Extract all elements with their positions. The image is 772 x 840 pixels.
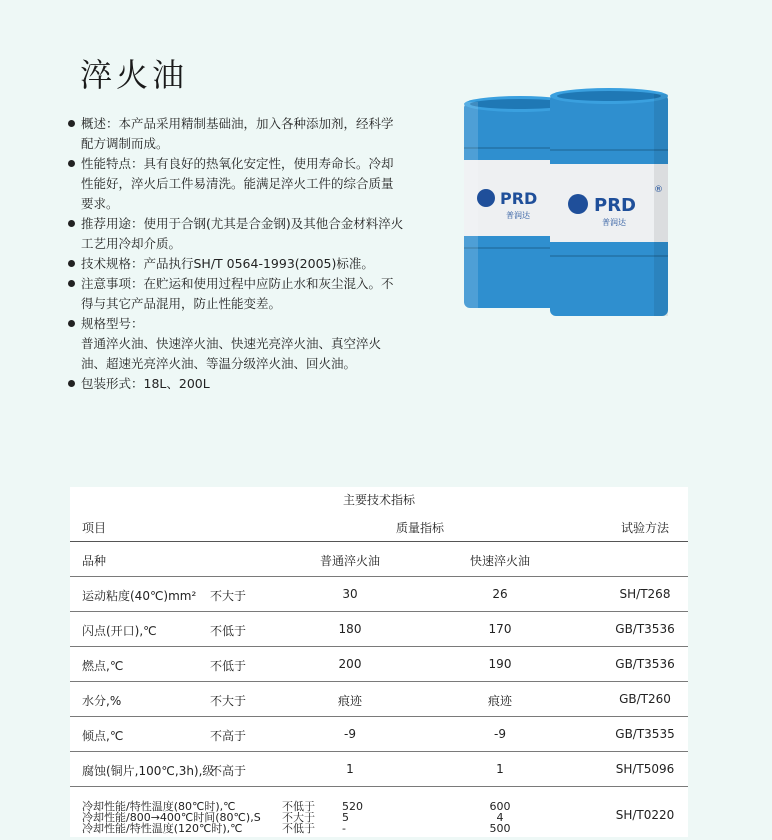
front-barrel-brand-name: 普润达 bbox=[602, 218, 626, 227]
back-barrel-logo-text: PRD bbox=[500, 189, 538, 208]
models-line-1: 规格型号： bbox=[81, 316, 144, 331]
front-barrel bbox=[550, 88, 668, 316]
cooling-v2-1: 600 bbox=[489, 800, 511, 813]
row-method: SH/T5096 bbox=[615, 762, 675, 776]
variety-label: 品种 bbox=[82, 554, 107, 568]
variety-v2: 快速淬火油 bbox=[470, 554, 531, 568]
row-condition: 不低于 bbox=[210, 659, 247, 673]
row-value-1: 30 bbox=[342, 587, 358, 601]
table-row bbox=[70, 752, 688, 787]
front-barrel-logo-icon bbox=[568, 194, 588, 214]
header-item: 项目 bbox=[82, 521, 107, 535]
overview-line-2: 配方调制而成。 bbox=[81, 136, 169, 151]
caution-line-2: 得与其它产品混用，防止性能变差。 bbox=[81, 296, 282, 311]
packaging-item bbox=[68, 374, 436, 394]
caution-item bbox=[68, 274, 436, 314]
row-value-1: 1 bbox=[346, 762, 354, 776]
features-line-1: 性能特点：具有良好的热氧化安定性，使用寿命长。冷却 bbox=[81, 156, 394, 171]
spec-item bbox=[68, 254, 436, 274]
row-value-1: 痕迹 bbox=[337, 694, 362, 708]
header-quality: 质量指标 bbox=[395, 521, 444, 535]
row-name: 闪点(开口),℃ bbox=[82, 624, 157, 638]
row-method: GB/T3536 bbox=[615, 657, 675, 671]
product-description-list bbox=[68, 114, 436, 394]
row-value-2: 痕迹 bbox=[487, 694, 512, 708]
overview-item bbox=[68, 114, 436, 154]
cooling-cond-3: 不低于 bbox=[282, 822, 315, 835]
row-condition: 不高于 bbox=[210, 729, 247, 743]
cooling-method: SH/T0220 bbox=[615, 808, 675, 822]
cooling-cond-1: 不低于 bbox=[282, 800, 315, 813]
front-barrel-logo-text: PRD bbox=[594, 195, 636, 216]
cooling-names bbox=[82, 801, 261, 834]
row-method: SH/T268 bbox=[619, 587, 671, 601]
cooling-name-1: 冷却性能/特性温度(80℃时),℃ bbox=[82, 800, 236, 813]
header-method: 试验方法 bbox=[620, 521, 669, 535]
features-item bbox=[68, 154, 436, 214]
cooling-v1-3: - bbox=[342, 822, 346, 835]
row-name: 腐蚀(铜片,100℃,3h),级 bbox=[82, 764, 215, 778]
row-value-2: 170 bbox=[488, 622, 512, 636]
table-row bbox=[70, 717, 688, 752]
usage-item bbox=[68, 214, 436, 254]
models-line-2: 普通淬火油、快速淬火油、快速光亮淬火油、真空淬火 bbox=[81, 336, 382, 351]
row-name: 运动粘度(40℃)mm² bbox=[82, 589, 197, 603]
cooling-cond-2: 不大于 bbox=[282, 811, 315, 824]
row-name: 倾点,℃ bbox=[82, 729, 124, 743]
row-value-2: -9 bbox=[494, 727, 506, 741]
features-line-3: 要求。 bbox=[81, 196, 119, 211]
cooling-v2-2: 4 bbox=[496, 811, 504, 824]
row-condition: 不高于 bbox=[210, 764, 247, 778]
usage-line-2: 工艺用冷却介质。 bbox=[81, 236, 182, 251]
models-item bbox=[68, 314, 436, 374]
cooling-conditions bbox=[282, 801, 315, 834]
packaging-line-1: 包装形式：18L、200L bbox=[81, 376, 210, 391]
table-row bbox=[70, 577, 688, 612]
row-value-2: 190 bbox=[488, 657, 512, 671]
registered-mark: ® bbox=[654, 185, 663, 195]
back-barrel-logo-icon bbox=[477, 189, 495, 207]
row-method: GB/T260 bbox=[619, 692, 671, 706]
row-method: GB/T3535 bbox=[615, 727, 675, 741]
variety-row bbox=[70, 542, 688, 577]
row-value-2: 26 bbox=[492, 587, 508, 601]
oil-barrels-image bbox=[460, 88, 700, 320]
row-condition: 不低于 bbox=[210, 624, 247, 638]
caution-line-1: 注意事项：在贮运和使用过程中应防止水和灰尘混入。不 bbox=[81, 276, 394, 291]
cooling-name-3: 冷却性能/特性温度(120℃时),℃ bbox=[82, 822, 243, 835]
tech-spec-table bbox=[70, 487, 688, 837]
row-value-2: 1 bbox=[496, 762, 504, 776]
row-condition: 不大于 bbox=[210, 589, 247, 603]
row-value-1: -9 bbox=[344, 727, 356, 741]
cooling-v2-3: 500 bbox=[489, 822, 511, 835]
table-row bbox=[70, 612, 688, 647]
cooling-v1-1: 520 bbox=[342, 800, 363, 813]
cooling-values-1 bbox=[342, 801, 363, 834]
features-line-2: 性能好，淬火后工件易清洗。能满足淬火工件的综合质量 bbox=[81, 176, 394, 191]
row-method: GB/T3536 bbox=[615, 622, 675, 636]
row-name: 水分,% bbox=[82, 694, 122, 708]
cooling-name-2: 冷却性能/800→400℃时间(80℃),S bbox=[82, 811, 261, 824]
row-value-1: 180 bbox=[338, 622, 362, 636]
back-barrel-brand-name: 普润达 bbox=[506, 211, 530, 220]
variety-v1: 普通淬火油 bbox=[320, 554, 381, 568]
cooling-v1-2: 5 bbox=[342, 811, 349, 824]
row-value-1: 200 bbox=[338, 657, 362, 671]
table-caption: 主要技术指标 bbox=[70, 487, 688, 513]
table-header-row bbox=[70, 513, 688, 542]
cooling-values-2 bbox=[470, 801, 530, 834]
spec-line-1: 技术规格：产品执行SH/T 0564-1993(2005)标准。 bbox=[81, 256, 374, 271]
usage-line-1: 推荐用途：使用于合钢(尤其是合金钢)及其他合金材料淬火 bbox=[81, 216, 404, 231]
cooling-performance-row bbox=[70, 787, 688, 837]
row-name: 燃点,℃ bbox=[82, 659, 124, 673]
table-row bbox=[70, 682, 688, 717]
overview-line-1: 概述：本产品采用精制基础油，加入各种添加剂，经科学 bbox=[81, 116, 394, 131]
page-title: 淬火油 bbox=[80, 56, 189, 94]
row-condition: 不大于 bbox=[210, 694, 247, 708]
models-line-3: 油、超速光亮淬火油、等温分级淬火油、回火油。 bbox=[81, 356, 357, 371]
table-row bbox=[70, 647, 688, 682]
